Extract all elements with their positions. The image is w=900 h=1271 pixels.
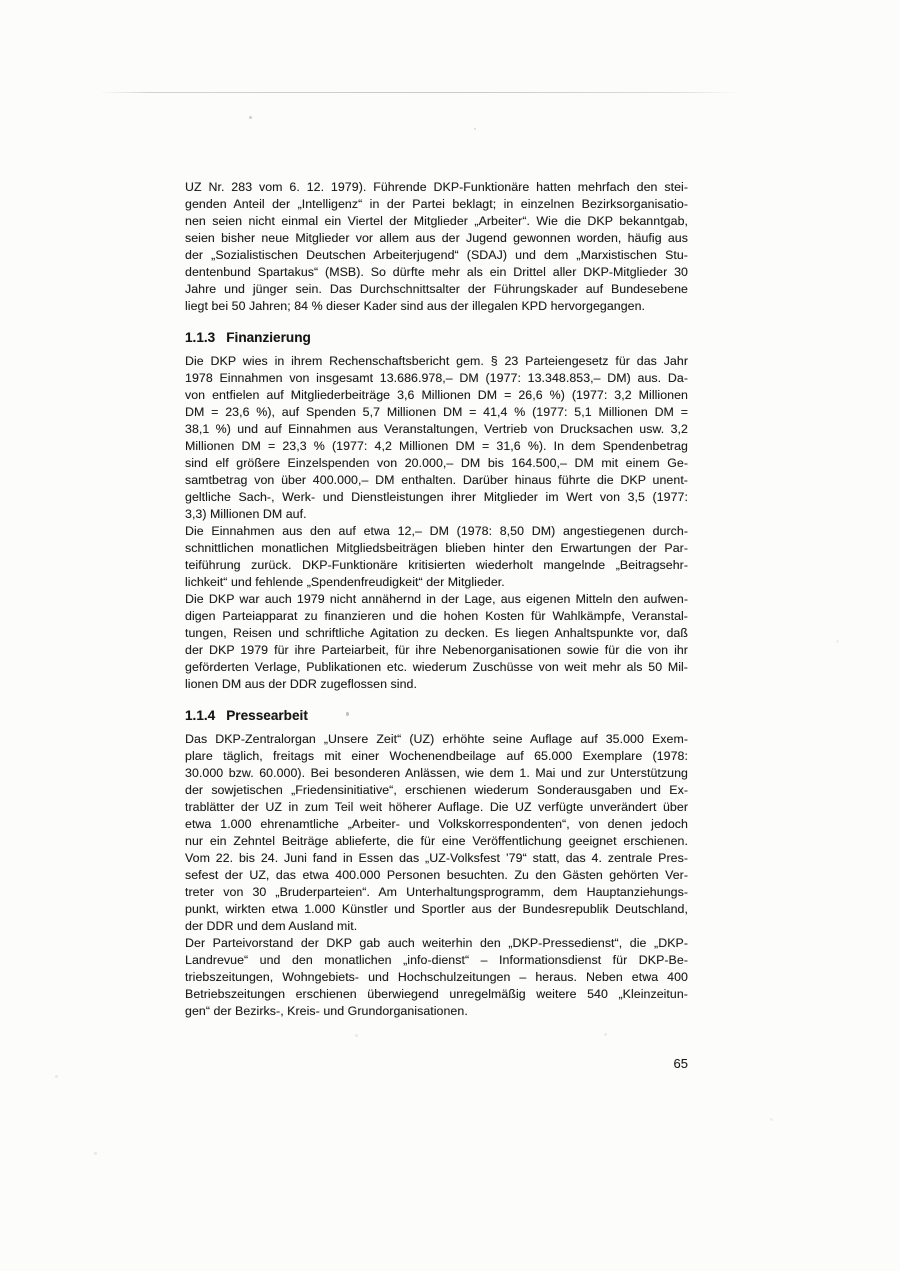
page-edge-scan-line xyxy=(98,92,740,93)
text-line: Die Einnahmen aus den auf etwa 12,– DM (1978: 8,50 DM) angestiegenen durch- xyxy=(185,524,688,538)
scan-speck xyxy=(355,1034,358,1037)
scan-speck xyxy=(836,640,839,643)
text-line: Betriebszeitungen erschienen überwiegend unregelmäßig weitere 540 „Kleinzeitun- xyxy=(185,987,688,1001)
section-heading xyxy=(185,707,688,724)
text-line: plare täglich, freitags mit einer Wochenendbeilage auf 65.000 Exemplare (1978: xyxy=(185,749,688,763)
paragraph xyxy=(185,179,688,315)
text-line: UZ Nr. 283 vom 6. 12. 1979). Führende DKP-Funktionäre hatten mehrfach den stei- xyxy=(185,180,688,194)
paragraph xyxy=(185,935,688,1020)
text-line: nur ein Zehntel Beiträge ablieferte, die für eine Veröffentlichung geeignet erschienen. xyxy=(185,834,688,848)
text-line: Landrevue“ und den monatlichen „info-dienst“ – Informationsdienst für DKP-Be- xyxy=(185,953,688,967)
text-line: treter von 30 „Bruderparteien“. Am Unterhaltungsprogramm, dem Hauptanziehungs- xyxy=(185,885,688,899)
text-line: gen“ der Bezirks-, Kreis- und Grundorganisationen. xyxy=(185,1004,468,1018)
scan-speck xyxy=(474,128,476,130)
text-line: trablätter der UZ in zum Teil weit höherer Auflage. Die UZ verfügte unverändert über xyxy=(185,800,688,814)
section-title: Pressearbeit xyxy=(226,708,308,723)
paragraph xyxy=(185,523,688,591)
text-column xyxy=(185,179,688,1020)
section-number: 1.1.3 xyxy=(185,330,216,345)
scan-speck xyxy=(94,1152,97,1155)
paragraph xyxy=(185,353,688,523)
text-line: der DKP 1979 für ihre Parteiarbeit, für ihre Nebenorganisationen sowie für die von ihr xyxy=(185,643,688,657)
section-number: 1.1.4 xyxy=(185,708,216,723)
text-line: punkt, wirkten etwa 1.000 Künstler und Sportler aus der Bundesrepublik Deutschland, xyxy=(185,902,688,916)
text-line: nen seien nicht einmal ein Viertel der Mitglieder „Arbeiter“. Wie die DKP bekanntgab, xyxy=(185,214,688,228)
text-line: lionen DM aus der DDR zugeflossen sind. xyxy=(185,677,417,691)
text-line: triebszeitungen, Wohngebiets- und Hochschulzeitungen – heraus. Neben etwa 400 xyxy=(185,970,688,984)
text-line: Das DKP-Zentralorgan „Unsere Zeit“ (UZ) erhöhte seine Auflage auf 35.000 Exem- xyxy=(185,732,688,746)
text-line: tungen, Reisen und schriftliche Agitation zu decken. Es liegen Anhaltspunkte vor, daß xyxy=(185,626,688,640)
text-line: DM = 23,6 %), auf Spenden 5,7 Millionen DM = 41,4 % (1977: 5,1 Millionen DM = xyxy=(185,405,688,419)
text-line: sefest der UZ, das etwa 400.000 Personen besuchten. Zu den Gästen gehörten Ver- xyxy=(185,868,688,882)
text-line: der DDR und dem Ausland mit. xyxy=(185,919,358,933)
text-line: 1978 Einnahmen von insgesamt 13.686.978,– DM (1977: 13.348.853,– DM) aus. Da- xyxy=(185,371,688,385)
scan-speck xyxy=(770,1118,773,1121)
text-line: lichkeit“ und fehlende „Spendenfreudigkeit“ der Mitglieder. xyxy=(185,575,505,589)
text-line: 38,1 %) und auf Einnahmen aus Veranstaltungen, Vertrieb von Drucksachen usw. 3,2 xyxy=(185,422,688,436)
text-line: teiführung zurück. DKP-Funktionäre kritisierten wiederholt mangelnde „Beitragsehr- xyxy=(185,558,688,572)
paragraph xyxy=(185,591,688,693)
text-line: 30.000 bzw. 60.000). Bei besonderen Anlässen, wie dem 1. Mai und zur Unterstützung xyxy=(185,766,688,780)
section-heading xyxy=(185,329,688,346)
text-line: liegt bei 50 Jahren; 84 % dieser Kader sind aus der illegalen KPD hervorgegangen. xyxy=(185,299,646,313)
text-line: etwa 1.000 ehrenamtliche „Arbeiter- und Volkskorrespondenten“, von denen jedoch xyxy=(185,817,688,831)
text-line: sind elf größere Einzelspenden von 20.000,– DM bis 164.500,– DM mit einem Ge- xyxy=(185,456,688,470)
text-line: digen Parteiapparat zu finanzieren und die hohen Kosten für Wahlkämpfe, Veranstal- xyxy=(185,609,688,623)
text-line: 3,3) Millionen DM auf. xyxy=(185,507,307,521)
text-line: geförderten Verlage, Publikationen etc. wiederum Zuschüsse von weit mehr als 50 Mil- xyxy=(185,660,688,674)
text-line: der „Sozialistischen Deutschen Arbeiterjugend“ (SDAJ) und dem „Marxistischen Stu- xyxy=(185,248,688,262)
text-line: genden Anteil der „Intelligenz“ in der Partei beklagt; in einzelnen Bezirksorganisatio- xyxy=(185,197,688,211)
text-line: Jahre und jünger sein. Das Durchschnittsalter der Führungskader auf Bundesebene xyxy=(185,282,688,296)
text-line: dentenbund Spartakus“ (MSB). So dürfte mehr als ein Drittel aller DKP-Mitglieder 30 xyxy=(185,265,688,279)
text-line: Millionen DM = 23,3 % (1977: 4,2 Millionen DM = 31,6 %). In dem Spendenbetrag xyxy=(185,439,688,453)
text-line: Der Parteivorstand der DKP gab auch weiterhin den „DKP-Pressedienst“, die „DKP- xyxy=(185,936,688,950)
scan-speck xyxy=(604,1033,607,1036)
text-line: der sowjetischen „Friedensinitiative“, erschienen wiederum Sonderausgaben und Ex- xyxy=(185,783,688,797)
scan-speck xyxy=(55,1075,58,1078)
text-line: von entfielen auf Mitgliederbeiträge 3,6 Millionen DM = 26,6 %) (1977: 3,2 Millionen xyxy=(185,388,688,402)
scan-speck xyxy=(249,116,252,119)
paragraph xyxy=(185,731,688,935)
text-line: schnittlichen monatlichen Mitgliedsbeiträgen blieben hinter den Erwartungen der Par- xyxy=(185,541,688,555)
text-line: Vom 22. bis 24. Juni fand in Essen das „UZ-Volksfest ’79“ statt, das 4. zentrale Pres- xyxy=(185,851,688,865)
text-line: Die DKP war auch 1979 nicht annähernd in der Lage, aus eigenen Mitteln den aufwen- xyxy=(185,592,688,606)
text-line: seien bisher neue Mitglieder vor allem aus der Jugend gewonnen worden, häufig aus xyxy=(185,231,688,245)
text-line: Die DKP wies in ihrem Rechenschaftsbericht gem. § 23 Parteiengesetz für das Jahr xyxy=(185,354,688,368)
text-line: geltliche Sach-, Werk- und Dienstleistungen ihrer Mitglieder im Wert von 3,5 (1977: xyxy=(185,490,688,504)
section-title: Finanzierung xyxy=(226,330,311,345)
text-line: samtbetrag von über 400.000,– DM enthalten. Darüber hinaus führte die DKP unent- xyxy=(185,473,688,487)
page-number: 65 xyxy=(673,1056,688,1071)
